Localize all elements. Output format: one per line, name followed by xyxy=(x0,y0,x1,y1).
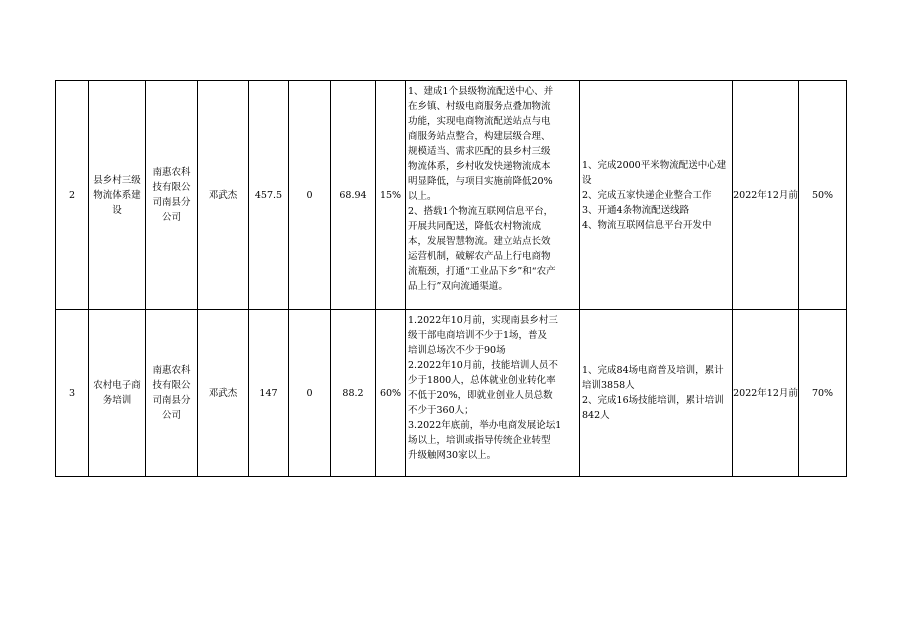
progress-text: 1、完成84场电商普及培训，累计 培训3858人 2、完成16场技能培训，累计培训 842人 xyxy=(580,310,733,477)
zero-value: 0 xyxy=(289,310,331,477)
row-number: 3 xyxy=(56,310,89,477)
percent-value: 60% xyxy=(376,310,406,477)
table-row xyxy=(56,81,847,310)
project-name: 农村电子商 务培训 xyxy=(89,310,146,477)
amount-value: 88.2 xyxy=(331,310,376,477)
implementing-company: 南惠农科 技有限公 司南县分 公司 xyxy=(146,81,198,310)
total-investment: 457.5 xyxy=(249,81,289,310)
completion-rate: 50% xyxy=(799,81,847,310)
project-table xyxy=(55,80,847,477)
goal-text: 1.2022年10月前，实现南县乡村三 级干部电商培训不少于1场，普及 培训总场次不少于90场 2.2022年10月前，技能培训人员不 少于1800人，总体就业创业转化率 不低于20%，即就业创业人员总数 不少于360人； 3.2022年底前，举办电商发展论坛1 场以上，培训或指导传统企业转型 升级触网30家以上。 xyxy=(406,310,580,477)
zero-value: 0 xyxy=(289,81,331,310)
project-name: 县乡村三级 物流体系建 设 xyxy=(89,81,146,310)
deadline: 2022年12月前 xyxy=(733,81,799,310)
amount-value: 68.94 xyxy=(331,81,376,310)
table-row xyxy=(56,310,847,477)
goal-text: 1、建成1个县级物流配送中心、并 在乡镇、村级电商服务点叠加物流 功能，实现电商物流配送站点与电 商服务站点整合，构建层级合理、 规模适当、需求匹配的县乡村三级 物流体系，乡村收发快递物流成本 明显降低，与项目实施前降低20% 以上。 2、搭载1个物流互联网信息平台， 开展共同配送，降低农村物流成 本，发展智慧物流。建立站点长效 运营机制，破解农产品上行电商物 流瓶颈，打通“工业品下乡”和“农产 品上行”双向流通渠道。 xyxy=(406,81,580,310)
progress-text: 1、完成2000平米物流配送中心建 设 2、完成五家快递企业整合工作 3、开通4条物流配送线路 4、物流互联网信息平台开发中 xyxy=(580,81,733,310)
row-number: 2 xyxy=(56,81,89,310)
percent-value: 15% xyxy=(376,81,406,310)
implementing-company: 南惠农科 技有限公 司南县分 公司 xyxy=(146,310,198,477)
responsible-person: 邓武杰 xyxy=(198,81,249,310)
completion-rate: 70% xyxy=(799,310,847,477)
responsible-person: 邓武杰 xyxy=(198,310,249,477)
deadline: 2022年12月前 xyxy=(733,310,799,477)
total-investment: 147 xyxy=(249,310,289,477)
